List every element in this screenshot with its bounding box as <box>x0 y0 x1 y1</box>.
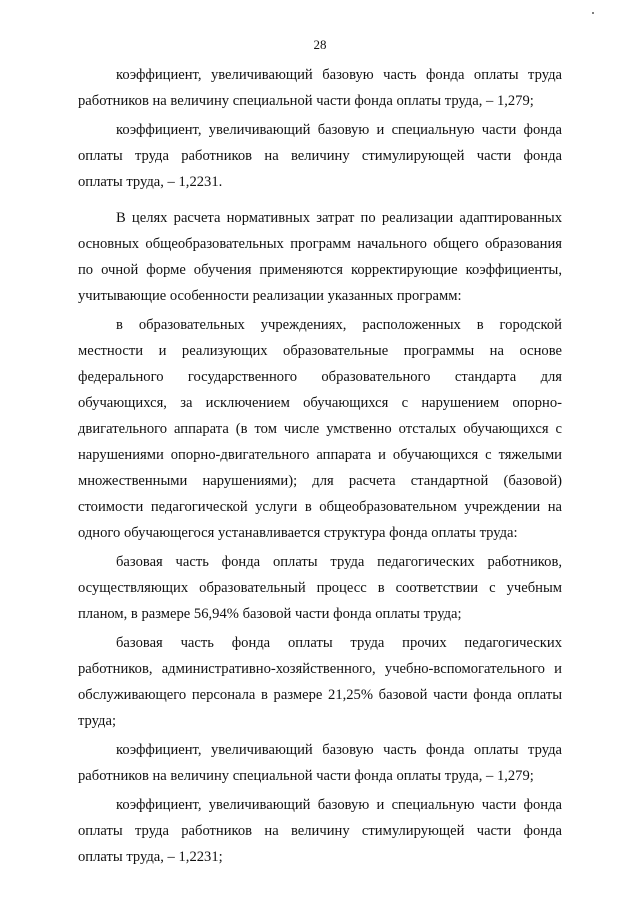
text-line: труда; <box>78 713 116 729</box>
text-line: обслуживающего персонала в размере 21,25% базовой части фонда оплаты <box>78 687 562 703</box>
text-line: оплаты труда, – 1,2231. <box>78 174 223 190</box>
text-line: обучающихся, за исключением обучающихся с нарушением опорно- <box>78 395 562 411</box>
text-line: В целях расчета нормативных затрат по реализации адаптированных <box>116 210 562 226</box>
text-line: оплаты труда работников на величину стимулирующей части фонда <box>78 148 562 164</box>
page-number: 28 <box>313 37 327 52</box>
document-body <box>78 62 562 870</box>
text-line: двигательного аппарата (в том числе умственно отсталых обучающихся с <box>78 421 562 437</box>
text-line: по очной форме обучения применяются корректирующие коэффициенты, <box>78 262 562 278</box>
text-line: осуществляющих образовательный процесс в соответствии с учебным <box>78 580 562 596</box>
text-line: нарушениями опорно-двигательного аппарата и обучающихся с тяжелыми <box>78 447 562 463</box>
text-line: местности и реализующих образовательные программы на основе <box>78 343 562 359</box>
text-line: учитывающие особенности реализации указанных программ: <box>78 288 462 304</box>
text-line: работников на величину специальной части фонда оплаты труда, – 1,279; <box>78 93 534 109</box>
text-line: коэффициент, увеличивающий базовую и специальную части фонда <box>116 797 562 813</box>
text-line: работников на величину специальной части фонда оплаты труда, – 1,279; <box>78 768 534 784</box>
text-line: оплаты труда работников на величину стимулирующей части фонда <box>78 823 562 839</box>
text-line: одного обучающегося устанавливается структура фонда оплаты труда: <box>78 525 518 541</box>
text-line: базовая часть фонда оплаты труда педагогических работников, <box>116 554 562 570</box>
text-line: базовая часть фонда оплаты труда прочих педагогических <box>116 635 562 651</box>
scan-speck <box>592 12 594 14</box>
text-line: коэффициент, увеличивающий базовую и специальную части фонда <box>116 122 562 138</box>
text-line: множественными нарушениями); для расчета стандартной (базовой) <box>78 473 562 489</box>
text-line: в образовательных учреждениях, расположенных в городской <box>116 317 562 333</box>
text-line: основных общеобразовательных программ начального общего образования <box>78 236 562 252</box>
text-line: коэффициент, увеличивающий базовую часть фонда оплаты труда <box>116 67 562 83</box>
text-line: планом, в размере 56,94% базовой части фонда оплаты труда; <box>78 606 462 622</box>
text-line: федерального государственного образовательного стандарта для <box>78 369 562 385</box>
text-line: работников, административно-хозяйственного, учебно-вспомогательного и <box>78 661 562 677</box>
text-line: оплаты труда, – 1,2231; <box>78 849 223 865</box>
text-line: коэффициент, увеличивающий базовую часть фонда оплаты труда <box>116 742 562 758</box>
text-line: стоимости педагогической услуги в общеобразовательном учреждении на <box>78 499 562 515</box>
